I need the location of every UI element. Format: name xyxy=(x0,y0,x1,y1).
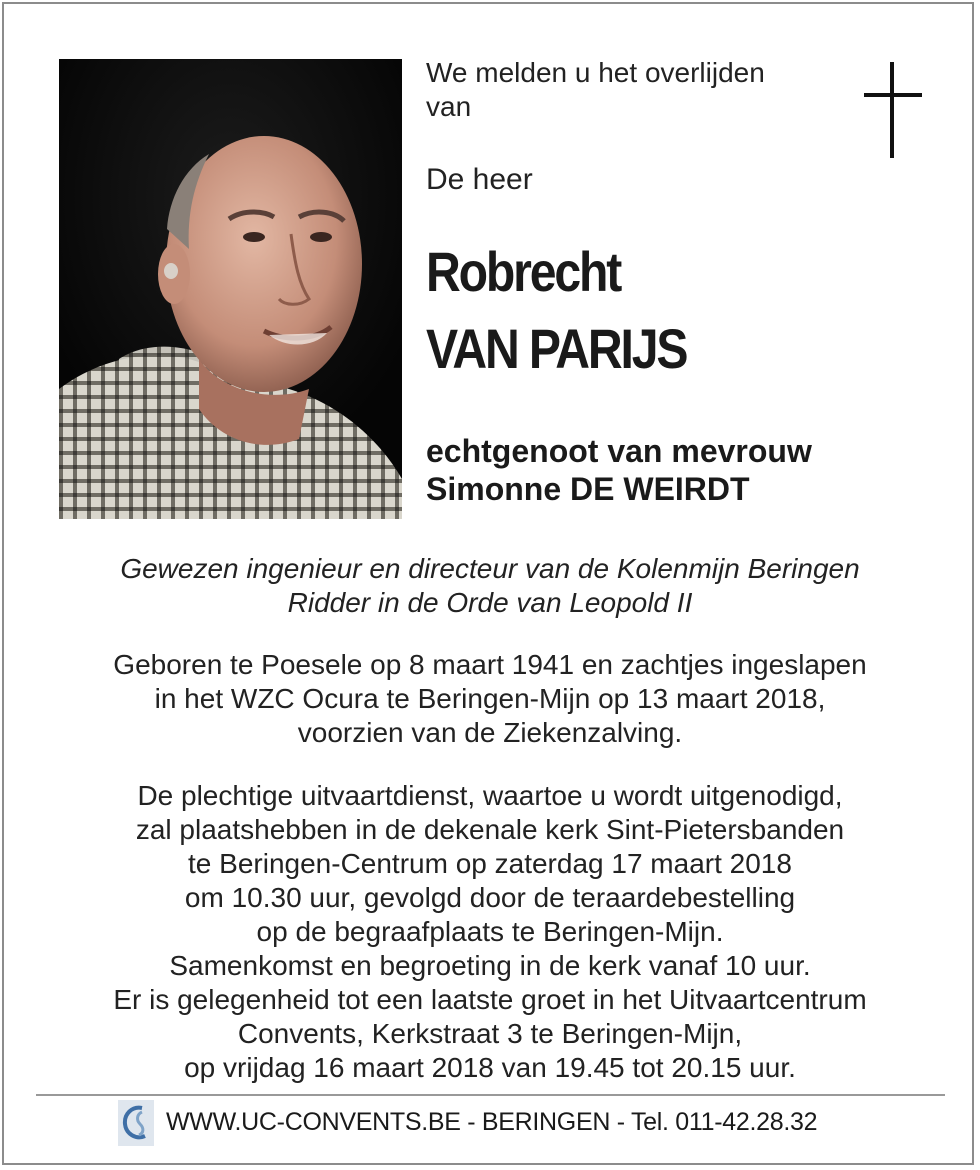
portrait-illustration xyxy=(59,59,402,519)
service-line: Er is gelegenheid tot een laatste groet in het Uitvaartcentrum xyxy=(113,984,867,1015)
birth-death-block xyxy=(40,648,940,750)
announcement-intro xyxy=(426,56,826,124)
deceased-name xyxy=(426,240,839,381)
birth-death-line: voorzien van de Ziekenzalving. xyxy=(297,717,683,748)
intro-line-1: We melden u het overlijden xyxy=(426,57,765,88)
spouse-info xyxy=(426,432,946,508)
birth-death-line: Geboren te Poesele op 8 maart 1941 en zachtjes ingeslapen xyxy=(113,649,867,680)
first-name: Robrecht xyxy=(426,240,621,303)
cross-icon xyxy=(864,62,922,158)
birth-death-line: in het WZC Ocura te Beringen-Mijn op 13 maart 2018, xyxy=(154,683,826,714)
portrait-photo xyxy=(59,59,402,519)
service-line: op vrijdag 16 maart 2018 van 19.45 tot 20.15 uur. xyxy=(184,1052,796,1083)
service-line: te Beringen-Centrum op zaterdag 17 maart 2018 xyxy=(188,848,792,879)
honor-line: Ridder in de Orde van Leopold II xyxy=(287,587,693,618)
footer-divider xyxy=(36,1094,945,1096)
service-line: om 10.30 uur, gevolgd door de teraardebestelling xyxy=(184,882,796,913)
service-line: Convents, Kerkstraat 3 te Beringen-Mijn, xyxy=(237,1018,743,1049)
service-line: Samenkomst en begroeting in de kerk vanaf 10 uur. xyxy=(169,950,811,981)
honor-line: Gewezen ingenieur en directeur van de Kolenmijn Beringen xyxy=(120,553,860,584)
service-line: De plechtige uitvaartdienst, waartoe u wordt uitgenodigd, xyxy=(137,780,843,811)
honors-block xyxy=(40,552,940,620)
spouse-line-2: Simonne DE WEIRDT xyxy=(426,471,750,507)
intro-line-2: van xyxy=(426,91,472,122)
spouse-line-1: echtgenoot van mevrouw xyxy=(426,433,812,469)
service-line: zal plaatshebben in de dekenale kerk Sint-Pietersbanden xyxy=(135,814,845,845)
service-line: op de begraafplaats te Beringen-Mijn. xyxy=(256,916,724,947)
footer-contact: WWW.UC-CONVENTS.BE - BERINGEN - Tel. 011-42.28.32 xyxy=(166,1108,818,1136)
service-block xyxy=(40,779,940,1085)
last-name: VAN PARIJS xyxy=(426,317,687,380)
funeral-home-logo-icon xyxy=(118,1100,154,1146)
honorific: De heer xyxy=(426,163,533,196)
